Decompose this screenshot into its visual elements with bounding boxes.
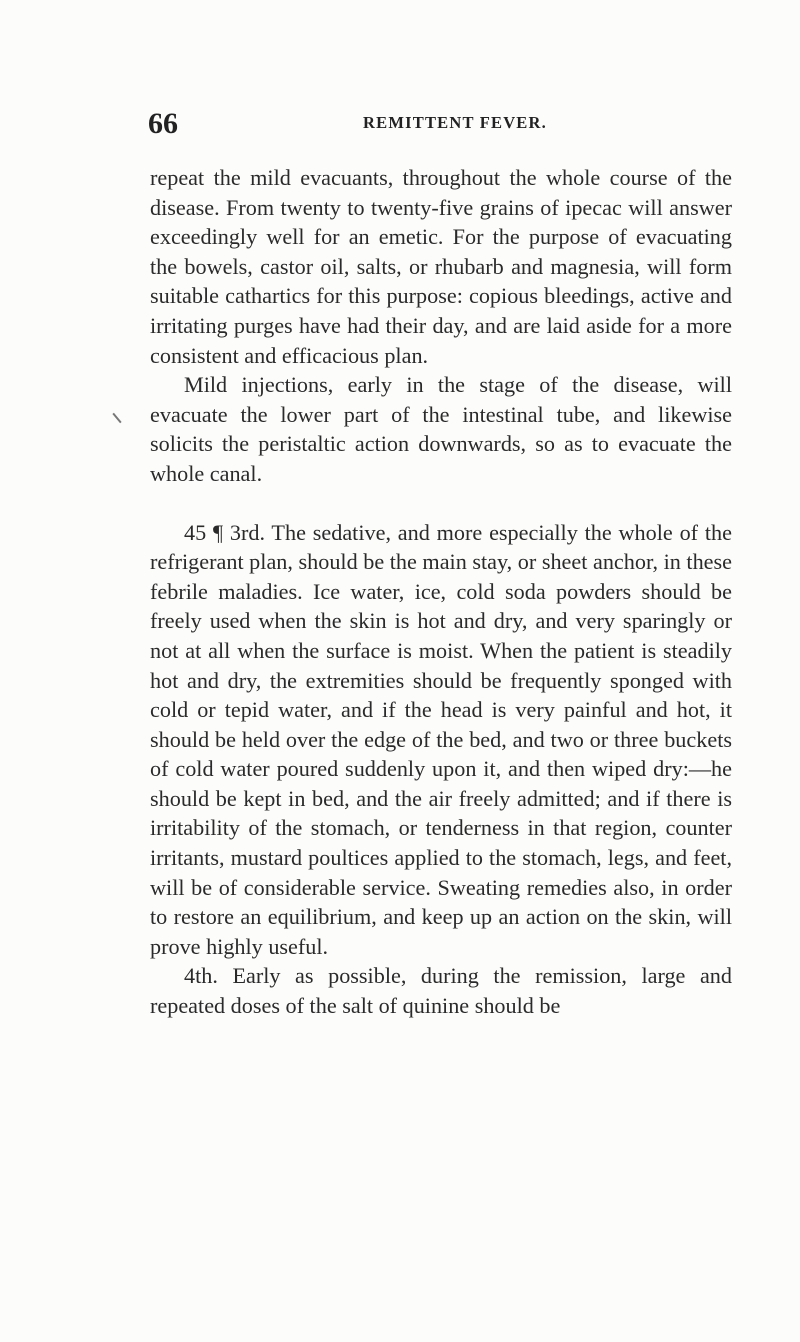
paragraph-sedative-plan: 45 ¶ 3rd. The sedative, and more especially the whole of the refrigerant plan, should be the main stay, or sheet anchor, in these febrile maladies. Ice water, ice, cold soda powders should be freely used when the skin is hot and dry, and very sparingly or not at all when the surface is moist. When the patient is steadily hot and dry, the extremities should be frequently sponged with cold or tepid water, and if the head is very painful and hot, it should be held over the edge of the bed, and two or three buckets of cold water poured suddenly upon it, and then wiped dry:—he should be kept in bed, and the air freely admitted; and if there is irritability of the stomach, or tenderness in that region, counter irritants, mustard poultices applied to the stomach, legs, and feet, will be of considerable service. Sweating remedies also, in order to restore an equilibrium, and keep up an action on the skin, will prove highly useful. (150, 519, 732, 959)
margin-mark (112, 413, 121, 423)
body-text (150, 163, 732, 1021)
paragraph-injections: Mild injections, early in the stage of the disease, will evacuate the lower part of the intestinal tube, and likewise solicits the peristaltic action downwards, so as to evacuate the whole canal. (150, 372, 732, 486)
paragraph-quinine: 4th. Early as possible, during the remission, large and repeated doses of the salt of quinine should be (150, 963, 732, 1019)
paragraph-evacuants: repeat the mild evacuants, throughout the whole course of the disease. From twenty to twenty-five grains of ipecac will answer exceedingly well for an emetic. For the purpose of evacuating the bowels, castor oil, salts, or rhubarb and magnesia, will form suitable cathartics for this purpose: copious bleedings, active and irritating purges have had their day, and are laid aside for a more consistent and efficacious plan. (150, 165, 732, 368)
running-title: REMITTENT FEVER. (363, 113, 547, 132)
page-number: 66 (148, 107, 178, 140)
running-head (148, 104, 732, 144)
